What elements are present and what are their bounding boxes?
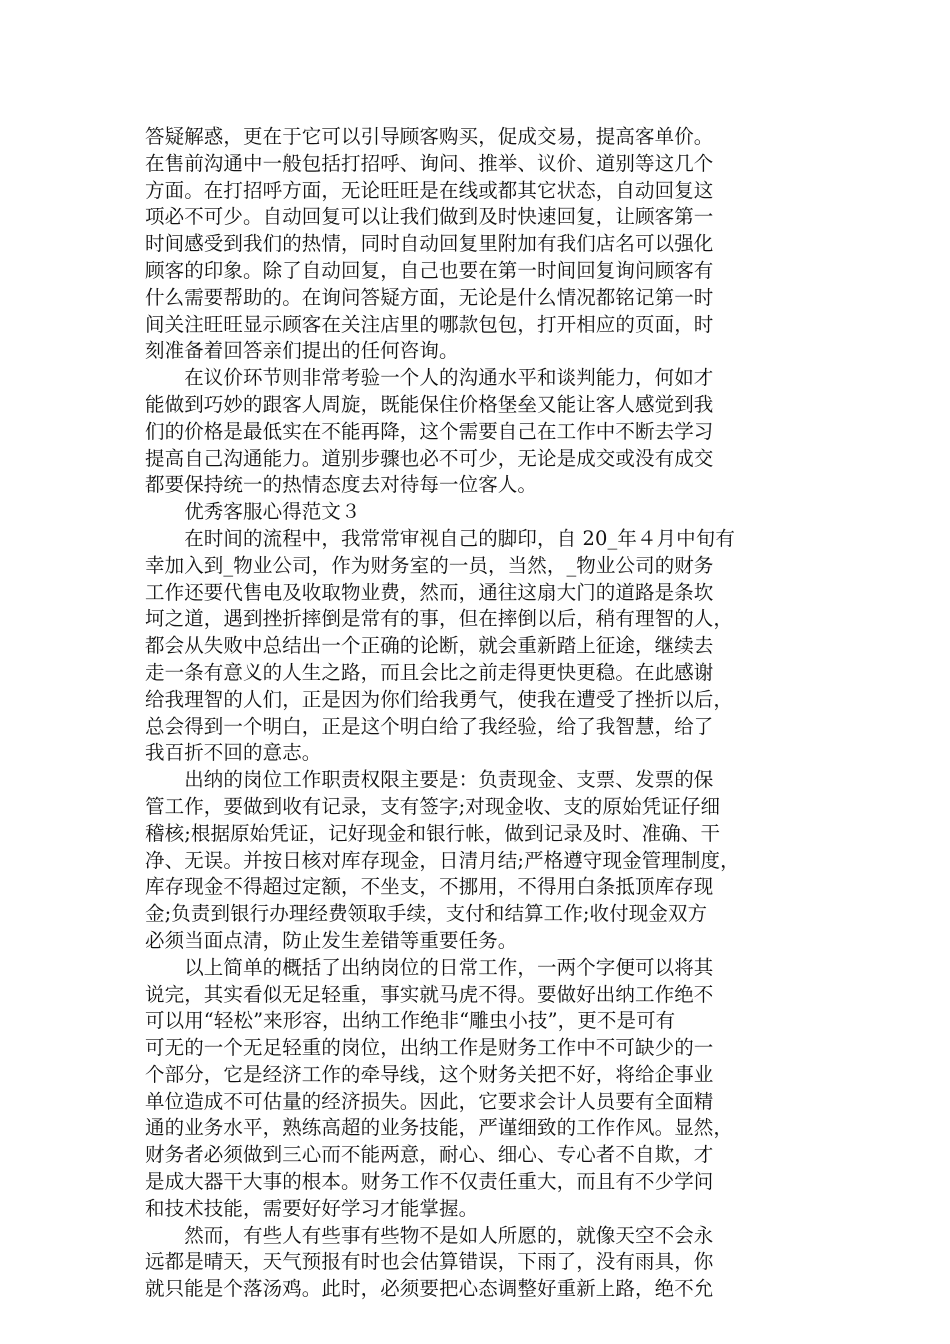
text-line: 坷之道，遇到挫折摔倒是常有的事，但在摔倒以后，稍有理智的人， [145,607,734,631]
text-line: 说完，其实看似无足轻重，事实就马虎不得。要做好出纳工作绝不 [145,982,714,1006]
text-line: 管工作，要做到收有记录，支有签字;对现金收、支的原始凭证仔细 [145,794,721,818]
text-line: 提高自己沟通能力。道别步骤也必不可少，无论是成交或没有成交 [145,446,714,470]
text-line: 可无的一个无足轻重的岗位，出纳工作是财务工作中不可缺少的一 [145,1036,714,1060]
text-line: 通的业务水平，熟练高超的业务技能，严谨细致的工作作风。显然， [145,1116,734,1140]
text-line: 顾客的印象。除了自动回复，自己也要在第一时间回复询问顾客有 [145,258,714,282]
text-line: 幸加入到_物业公司，作为财务室的一员，当然，_物业公司的财务 [145,553,714,577]
text-line: 在议价环节则非常考验一个人的沟通水平和谈判能力，何如才 [145,366,714,390]
text-line: 在时间的流程中，我常常审视自己的脚印，自 20_年４月中旬有 [145,526,735,550]
text-line: 和技术技能，需要好好学习才能掌握。 [145,1196,479,1220]
text-line: 时间感受到我们的热情，同时自动回复里附加有我们店名可以强化 [145,232,714,256]
text-line: 间关注旺旺显示顾客在关注店里的哪款包包，打开相应的页面，时 [145,312,714,336]
text-line: 答疑解惑，更在于它可以引导顾客购买，促成交易，提高客单价。 [145,125,714,148]
text-line: 出纳的岗位工作职责权限主要是：负责现金、支票、发票的保 [145,768,714,792]
text-line: 刻准备着回答亲们提出的任何咨询。 [145,339,459,363]
text-line: 工作还要代售电及收取物业费，然而，通往这扇大门的道路是条坎 [145,580,714,604]
text-line: 就只能是个落汤鸡。此时，必须要把心态调整好重新上路，绝不允 [145,1277,714,1301]
text-line: 库存现金不得超过定额，不坐支，不挪用，不得用白条抵顶库存现 [145,875,714,899]
text-line: 是成大器干大事的根本。财务工作不仅责任重大，而且有不少学问 [145,1170,714,1194]
text-line: 单位造成不可估量的经济损失。因此，它要求会计人员要有全面精 [145,1089,714,1113]
text-line: 以上简单的概括了出纳岗位的日常工作，一两个字便可以将其 [145,955,714,979]
text-line: 都会从失败中总结出一个正确的论断，就会重新踏上征途，继续去 [145,634,714,658]
text-line: 什么需要帮助的。在询问答疑方面，无论是什么情况都铭记第一时 [145,285,714,309]
text-line: 远都是晴天，天气预报有时也会估算错误，下雨了，没有雨具，你 [145,1250,714,1274]
text-line: 财务者必须做到三心而不能两意，耐心、细心、专心者不自欺，才 [145,1143,714,1167]
text-line: 方面。在打招呼方面，无论旺旺是在线或都其它状态，自动回复这 [145,178,714,202]
text-line: 我百折不回的意志。 [145,741,322,765]
text-line: 然而，有些人有些事有些物不是如人所愿的，就像天空不会永 [145,1223,714,1247]
document-body [145,124,825,1303]
text-line: 能做到巧妙的跟客人周旋，既能保住价格堡垒又能让客人感觉到我 [145,392,714,416]
text-line: 稽核;根据原始凭证，记好现金和银行帐，做到记录及时、准确、干 [145,821,721,845]
text-line: 都要保持统一的热情态度去对待每一位客人。 [145,473,538,497]
text-line: 金;负责到银行办理经费领取手续，支付和结算工作;收付现金双方 [145,902,708,926]
text-line: 总会得到一个明白，正是这个明白给了我经验，给了我智慧，给了 [145,714,714,738]
text-line: 给我理智的人们，正是因为你们给我勇气，使我在遭受了挫折以后， [145,687,734,711]
text-line: 在售前沟通中一般包括打招呼、询问、推举、议价、道别等这几个 [145,151,714,175]
text-line: 项必不可少。自动回复可以让我们做到及时快速回复，让顾客第一 [145,205,714,229]
text-line: 个部分，它是经济工作的牵导线，这个财务关把不好，将给企事业 [145,1062,714,1086]
section-heading: 优秀客服心得范文３ [145,500,361,524]
text-line: 可以用“轻松”来形容，出纳工作绝非“雕虫小技”，更不是可有 [145,1009,676,1033]
text-line: 走一条有意义的人生之路，而且会比之前走得更快更稳。在此感谢 [145,660,714,684]
text-line: 必须当面点清，防止发生差错等重要任务。 [145,928,518,952]
text-line: 们的价格是最低实在不能再降，这个需要自己在工作中不断去学习 [145,419,714,443]
text-line: 净、无误。并按日核对库存现金，日清月结;严格遵守现金管理制度， [145,848,740,872]
